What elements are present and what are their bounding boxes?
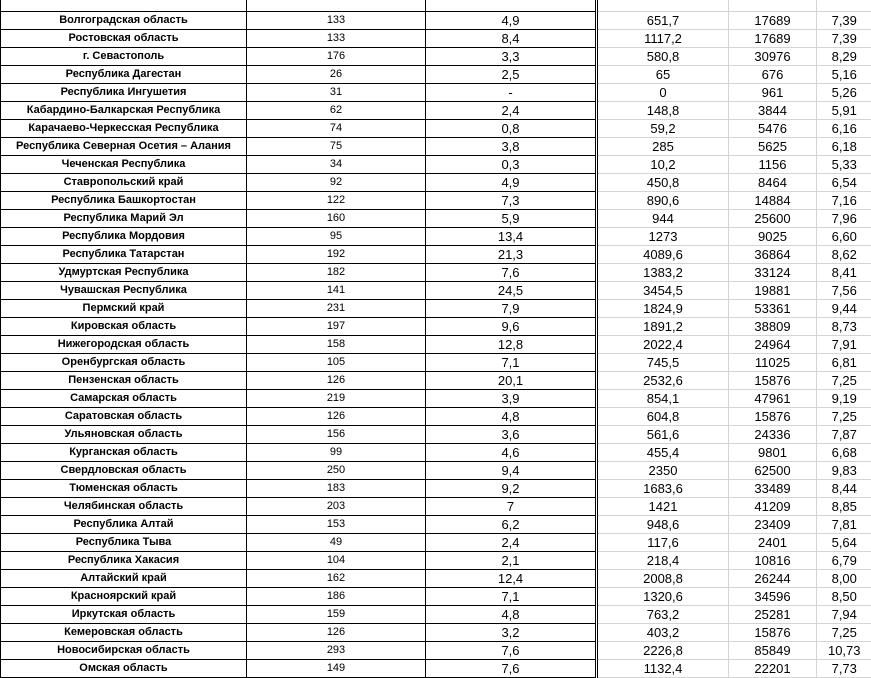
value-cell-2[interactable]: 5,9 <box>426 210 597 228</box>
table-row <box>1 156 871 174</box>
value-cell-2[interactable]: 13,4 <box>426 228 597 246</box>
value-cell-2[interactable]: 9,2 <box>426 480 597 498</box>
value-cell-5[interactable]: 8,00 <box>817 570 871 588</box>
table-row <box>1 390 871 408</box>
value-cell-4[interactable]: 36864 <box>729 246 817 264</box>
value-cell-4[interactable]: 1156 <box>729 156 817 174</box>
value-cell-2[interactable]: 7,6 <box>426 660 597 678</box>
value-cell-4[interactable]: 24964 <box>729 336 817 354</box>
region-cell[interactable]: Алтайский край <box>1 570 247 588</box>
value-cell-1[interactable]: 197 <box>247 318 426 336</box>
table-row <box>1 660 871 678</box>
value-cell-1[interactable]: 162 <box>247 570 426 588</box>
table-row <box>1 300 871 318</box>
table-row <box>1 480 871 498</box>
table-row <box>1 228 871 246</box>
value-cell-1[interactable]: 62 <box>247 102 426 120</box>
value-cell-2[interactable]: 2,4 <box>426 534 597 552</box>
value-cell-1[interactable]: 182 <box>247 264 426 282</box>
value-cell-4[interactable]: 5476 <box>729 120 817 138</box>
value-cell-2[interactable]: 4,9 <box>426 12 597 30</box>
value-cell-1[interactable]: 293 <box>247 642 426 660</box>
value-cell-3[interactable]: 218,4 <box>597 552 729 570</box>
value-cell-5[interactable]: 7,87 <box>817 426 871 444</box>
value-cell-2[interactable]: 3,8 <box>426 138 597 156</box>
value-cell-3[interactable]: 604,8 <box>597 408 729 426</box>
value-cell-3[interactable]: 59,2 <box>597 120 729 138</box>
value-cell-1[interactable]: 75 <box>247 138 426 156</box>
value-cell-4[interactable]: 30976 <box>729 48 817 66</box>
value-cell-1[interactable]: 186 <box>247 588 426 606</box>
value-cell-3[interactable]: 2008,8 <box>597 570 729 588</box>
region-cell[interactable]: Кабардино-Балкарская Республика <box>1 102 247 120</box>
value-cell-3[interactable]: 580,8 <box>597 48 729 66</box>
value-cell-1[interactable]: 141 <box>247 282 426 300</box>
value-cell-2[interactable]: 20,1 <box>426 372 597 390</box>
value-cell-4[interactable]: 5625 <box>729 138 817 156</box>
value-cell-2[interactable]: - <box>426 84 597 102</box>
value-cell-4[interactable]: 47961 <box>729 390 817 408</box>
value-cell-4[interactable]: 11025 <box>729 354 817 372</box>
table-row <box>1 444 871 462</box>
value-cell-5[interactable]: 7,56 <box>817 282 871 300</box>
region-cell[interactable]: Республика Хакасия <box>1 552 247 570</box>
region-cell[interactable]: Кировская область <box>1 318 247 336</box>
value-cell-4[interactable]: 15876 <box>729 624 817 642</box>
value-cell-1[interactable]: 183 <box>247 480 426 498</box>
value-cell-1[interactable]: 231 <box>247 300 426 318</box>
value-cell-4[interactable]: 15876 <box>729 408 817 426</box>
value-cell-5[interactable]: 7,91 <box>817 336 871 354</box>
value-cell-3[interactable]: 2022,4 <box>597 336 729 354</box>
value-cell-2[interactable]: 4,8 <box>426 606 597 624</box>
value-cell-4[interactable]: 62500 <box>729 462 817 480</box>
value-cell-4[interactable]: 53361 <box>729 300 817 318</box>
region-cell[interactable]: Республика Северная Осетия – Алания <box>1 138 247 156</box>
value-cell-5[interactable]: 6,81 <box>817 354 871 372</box>
value-cell-1[interactable]: 34 <box>247 156 426 174</box>
table-row <box>1 642 871 660</box>
table-row <box>1 336 871 354</box>
value-cell-2[interactable]: 6,2 <box>426 516 597 534</box>
value-cell-3[interactable]: 1891,2 <box>597 318 729 336</box>
value-cell-1[interactable] <box>247 0 426 12</box>
table-row <box>1 570 871 588</box>
value-cell-5[interactable]: 6,18 <box>817 138 871 156</box>
value-cell-1[interactable]: 149 <box>247 660 426 678</box>
value-cell-3[interactable]: 1824,9 <box>597 300 729 318</box>
value-cell-4[interactable]: 15876 <box>729 372 817 390</box>
region-cell[interactable]: Республика Марий Эл <box>1 210 247 228</box>
value-cell-2[interactable]: 7,6 <box>426 264 597 282</box>
value-cell-3[interactable]: 745,5 <box>597 354 729 372</box>
value-cell-1[interactable]: 74 <box>247 120 426 138</box>
value-cell-1[interactable]: 192 <box>247 246 426 264</box>
value-cell-3[interactable]: 148,8 <box>597 102 729 120</box>
value-cell-5[interactable]: 7,94 <box>817 606 871 624</box>
value-cell-1[interactable]: 156 <box>247 426 426 444</box>
region-cell[interactable]: Удмуртская Республика <box>1 264 247 282</box>
value-cell-5[interactable]: 5,26 <box>817 84 871 102</box>
region-cell[interactable]: Курганская область <box>1 444 247 462</box>
value-cell-2[interactable]: 12,4 <box>426 570 597 588</box>
value-cell-2[interactable]: 0,3 <box>426 156 597 174</box>
table-row <box>1 138 871 156</box>
value-cell-2[interactable] <box>426 0 597 12</box>
value-cell-3[interactable]: 65 <box>597 66 729 84</box>
value-cell-5[interactable]: 8,44 <box>817 480 871 498</box>
region-cell[interactable] <box>1 0 247 12</box>
value-cell-2[interactable]: 12,8 <box>426 336 597 354</box>
value-cell-2[interactable]: 4,8 <box>426 408 597 426</box>
value-cell-5[interactable]: 8,41 <box>817 264 871 282</box>
value-cell-2[interactable]: 2,4 <box>426 102 597 120</box>
value-cell-3[interactable]: 403,2 <box>597 624 729 642</box>
table-body <box>1 0 871 678</box>
table-row <box>1 552 871 570</box>
value-cell-3[interactable]: 944 <box>597 210 729 228</box>
value-cell-2[interactable]: 9,6 <box>426 318 597 336</box>
value-cell-5[interactable]: 5,16 <box>817 66 871 84</box>
value-cell-3[interactable]: 0 <box>597 84 729 102</box>
value-cell-2[interactable]: 0,8 <box>426 120 597 138</box>
table-row <box>1 0 871 12</box>
region-cell[interactable]: Республика Ингушетия <box>1 84 247 102</box>
value-cell-1[interactable]: 133 <box>247 12 426 30</box>
value-cell-4[interactable]: 2401 <box>729 534 817 552</box>
value-cell-2[interactable]: 7,1 <box>426 354 597 372</box>
value-cell-5[interactable]: 6,16 <box>817 120 871 138</box>
table-row <box>1 606 871 624</box>
value-cell-4[interactable]: 34596 <box>729 588 817 606</box>
value-cell-2[interactable]: 7,1 <box>426 588 597 606</box>
value-cell-2[interactable]: 7,6 <box>426 642 597 660</box>
table-row <box>1 30 871 48</box>
table-row <box>1 120 871 138</box>
value-cell-5[interactable]: 5,33 <box>817 156 871 174</box>
value-cell-2[interactable]: 24,5 <box>426 282 597 300</box>
region-cell[interactable]: Карачаево-Черкесская Республика <box>1 120 247 138</box>
value-cell-5[interactable]: 7,81 <box>817 516 871 534</box>
table-row <box>1 66 871 84</box>
value-cell-3[interactable]: 2532,6 <box>597 372 729 390</box>
value-cell-3[interactable]: 561,6 <box>597 426 729 444</box>
value-cell-4[interactable]: 676 <box>729 66 817 84</box>
value-cell-4[interactable]: 14884 <box>729 192 817 210</box>
value-cell-4[interactable]: 8464 <box>729 174 817 192</box>
region-cell[interactable]: Тюменская область <box>1 480 247 498</box>
value-cell-4[interactable]: 19881 <box>729 282 817 300</box>
value-cell-2[interactable]: 21,3 <box>426 246 597 264</box>
value-cell-4[interactable]: 24336 <box>729 426 817 444</box>
region-cell[interactable]: Ульяновская область <box>1 426 247 444</box>
table-row <box>1 210 871 228</box>
value-cell-1[interactable]: 133 <box>247 30 426 48</box>
value-cell-1[interactable]: 122 <box>247 192 426 210</box>
value-cell-4[interactable]: 26244 <box>729 570 817 588</box>
value-cell-3[interactable]: 117,6 <box>597 534 729 552</box>
value-cell-1[interactable]: 31 <box>247 84 426 102</box>
value-cell-5[interactable]: 5,91 <box>817 102 871 120</box>
region-cell[interactable]: Пермский край <box>1 300 247 318</box>
region-cell[interactable]: Республика Алтай <box>1 516 247 534</box>
region-cell[interactable]: Иркутская область <box>1 606 247 624</box>
value-cell-1[interactable]: 203 <box>247 498 426 516</box>
table-row <box>1 624 871 642</box>
region-cell[interactable]: Самарская область <box>1 390 247 408</box>
table-row <box>1 282 871 300</box>
value-cell-1[interactable]: 126 <box>247 408 426 426</box>
value-cell-2[interactable]: 4,6 <box>426 444 597 462</box>
value-cell-5[interactable]: 8,62 <box>817 246 871 264</box>
value-cell-4[interactable]: 23409 <box>729 516 817 534</box>
value-cell-4[interactable]: 41209 <box>729 498 817 516</box>
value-cell-1[interactable]: 153 <box>247 516 426 534</box>
value-cell-3[interactable]: 763,2 <box>597 606 729 624</box>
table-row <box>1 12 871 30</box>
table-row <box>1 372 871 390</box>
table-row <box>1 318 871 336</box>
table-row <box>1 102 871 120</box>
region-cell[interactable]: Пензенская область <box>1 372 247 390</box>
value-cell-5[interactable]: 5,64 <box>817 534 871 552</box>
value-cell-4[interactable]: 85849 <box>729 642 817 660</box>
value-cell-3[interactable]: 450,8 <box>597 174 729 192</box>
value-cell-3[interactable]: 1421 <box>597 498 729 516</box>
value-cell-3[interactable]: 1683,6 <box>597 480 729 498</box>
region-cell[interactable]: Омская область <box>1 660 247 678</box>
value-cell-3[interactable]: 4089,6 <box>597 246 729 264</box>
value-cell-3[interactable]: 3454,5 <box>597 282 729 300</box>
value-cell-5[interactable]: 7,39 <box>817 30 871 48</box>
value-cell-4[interactable] <box>729 0 817 12</box>
value-cell-4[interactable]: 17689 <box>729 12 817 30</box>
value-cell-4[interactable]: 17689 <box>729 30 817 48</box>
table-row <box>1 462 871 480</box>
value-cell-5[interactable]: 9,83 <box>817 462 871 480</box>
value-cell-5[interactable]: 9,19 <box>817 390 871 408</box>
value-cell-5[interactable] <box>817 0 871 12</box>
value-cell-2[interactable]: 2,5 <box>426 66 597 84</box>
region-cell[interactable]: Красноярский край <box>1 588 247 606</box>
value-cell-4[interactable]: 3844 <box>729 102 817 120</box>
value-cell-4[interactable]: 25600 <box>729 210 817 228</box>
value-cell-1[interactable]: 26 <box>247 66 426 84</box>
value-cell-2[interactable]: 3,6 <box>426 426 597 444</box>
value-cell-5[interactable]: 7,96 <box>817 210 871 228</box>
table-row <box>1 84 871 102</box>
value-cell-4[interactable]: 9801 <box>729 444 817 462</box>
value-cell-4[interactable]: 25281 <box>729 606 817 624</box>
region-cell[interactable]: Свердловская область <box>1 462 247 480</box>
value-cell-2[interactable]: 2,1 <box>426 552 597 570</box>
value-cell-1[interactable]: 250 <box>247 462 426 480</box>
value-cell-4[interactable]: 10816 <box>729 552 817 570</box>
value-cell-1[interactable]: 159 <box>247 606 426 624</box>
value-cell-3[interactable]: 854,1 <box>597 390 729 408</box>
region-cell[interactable]: Республика Татарстан <box>1 246 247 264</box>
value-cell-3[interactable]: 2226,8 <box>597 642 729 660</box>
table-row <box>1 426 871 444</box>
value-cell-1[interactable]: 160 <box>247 210 426 228</box>
region-cell[interactable]: Чувашская Республика <box>1 282 247 300</box>
region-cell[interactable]: Ставропольский край <box>1 174 247 192</box>
value-cell-3[interactable] <box>597 0 729 12</box>
value-cell-2[interactable]: 3,2 <box>426 624 597 642</box>
value-cell-5[interactable]: 8,50 <box>817 588 871 606</box>
table-row <box>1 264 871 282</box>
value-cell-5[interactable]: 9,44 <box>817 300 871 318</box>
region-cell[interactable]: Челябинская область <box>1 498 247 516</box>
value-cell-3[interactable]: 1117,2 <box>597 30 729 48</box>
value-cell-3[interactable]: 1320,6 <box>597 588 729 606</box>
table-row <box>1 408 871 426</box>
value-cell-3[interactable]: 1273 <box>597 228 729 246</box>
value-cell-3[interactable]: 455,4 <box>597 444 729 462</box>
region-cell[interactable]: Ростовская область <box>1 30 247 48</box>
value-cell-3[interactable]: 10,2 <box>597 156 729 174</box>
value-cell-5[interactable]: 6,79 <box>817 552 871 570</box>
region-cell[interactable]: Республика Мордовия <box>1 228 247 246</box>
value-cell-4[interactable]: 9025 <box>729 228 817 246</box>
value-cell-5[interactable]: 7,73 <box>817 660 871 678</box>
value-cell-1[interactable]: 99 <box>247 444 426 462</box>
region-cell[interactable]: Чеченская Республика <box>1 156 247 174</box>
value-cell-5[interactable]: 7,25 <box>817 372 871 390</box>
value-cell-5[interactable]: 10,73 <box>817 642 871 660</box>
value-cell-5[interactable]: 7,39 <box>817 12 871 30</box>
value-cell-5[interactable]: 6,60 <box>817 228 871 246</box>
value-cell-1[interactable]: 126 <box>247 372 426 390</box>
value-cell-1[interactable]: 176 <box>247 48 426 66</box>
value-cell-4[interactable]: 961 <box>729 84 817 102</box>
table-row <box>1 354 871 372</box>
table-row <box>1 498 871 516</box>
value-cell-3[interactable]: 890,6 <box>597 192 729 210</box>
region-cell[interactable]: Саратовская область <box>1 408 247 426</box>
value-cell-1[interactable]: 92 <box>247 174 426 192</box>
region-cell[interactable]: Волгоградская область <box>1 12 247 30</box>
value-cell-5[interactable]: 7,25 <box>817 624 871 642</box>
value-cell-5[interactable]: 8,73 <box>817 318 871 336</box>
value-cell-1[interactable]: 104 <box>247 552 426 570</box>
value-cell-5[interactable]: 8,85 <box>817 498 871 516</box>
value-cell-2[interactable]: 7,3 <box>426 192 597 210</box>
value-cell-3[interactable]: 1132,4 <box>597 660 729 678</box>
table-row <box>1 192 871 210</box>
value-cell-5[interactable]: 8,29 <box>817 48 871 66</box>
value-cell-4[interactable]: 33489 <box>729 480 817 498</box>
value-cell-1[interactable]: 49 <box>247 534 426 552</box>
value-cell-2[interactable]: 9,4 <box>426 462 597 480</box>
value-cell-4[interactable]: 33124 <box>729 264 817 282</box>
region-cell[interactable]: Республика Дагестан <box>1 66 247 84</box>
value-cell-5[interactable]: 6,68 <box>817 444 871 462</box>
region-cell[interactable]: Республика Тыва <box>1 534 247 552</box>
table-row <box>1 246 871 264</box>
value-cell-5[interactable]: 6,54 <box>817 174 871 192</box>
value-cell-1[interactable]: 126 <box>247 624 426 642</box>
region-cell[interactable]: Республика Башкортостан <box>1 192 247 210</box>
region-cell[interactable]: Кемеровская область <box>1 624 247 642</box>
value-cell-3[interactable]: 285 <box>597 138 729 156</box>
value-cell-4[interactable]: 22201 <box>729 660 817 678</box>
table-row <box>1 516 871 534</box>
value-cell-5[interactable]: 7,16 <box>817 192 871 210</box>
value-cell-1[interactable]: 158 <box>247 336 426 354</box>
value-cell-2[interactable]: 7,9 <box>426 300 597 318</box>
table-row <box>1 48 871 66</box>
value-cell-4[interactable]: 38809 <box>729 318 817 336</box>
value-cell-2[interactable]: 3,3 <box>426 48 597 66</box>
region-cell[interactable]: Оренбургская область <box>1 354 247 372</box>
value-cell-3[interactable]: 1383,2 <box>597 264 729 282</box>
table-row <box>1 588 871 606</box>
value-cell-3[interactable]: 948,6 <box>597 516 729 534</box>
value-cell-1[interactable]: 95 <box>247 228 426 246</box>
value-cell-5[interactable]: 7,25 <box>817 408 871 426</box>
value-cell-3[interactable]: 651,7 <box>597 12 729 30</box>
value-cell-1[interactable]: 219 <box>247 390 426 408</box>
value-cell-1[interactable]: 105 <box>247 354 426 372</box>
region-cell[interactable]: Новосибирская область <box>1 642 247 660</box>
value-cell-2[interactable]: 8,4 <box>426 30 597 48</box>
value-cell-2[interactable]: 3,9 <box>426 390 597 408</box>
table-row <box>1 174 871 192</box>
value-cell-3[interactable]: 2350 <box>597 462 729 480</box>
value-cell-2[interactable]: 4,9 <box>426 174 597 192</box>
region-cell[interactable]: Нижегородская область <box>1 336 247 354</box>
region-cell[interactable]: г. Севастополь <box>1 48 247 66</box>
table-row <box>1 534 871 552</box>
value-cell-2[interactable]: 7 <box>426 498 597 516</box>
